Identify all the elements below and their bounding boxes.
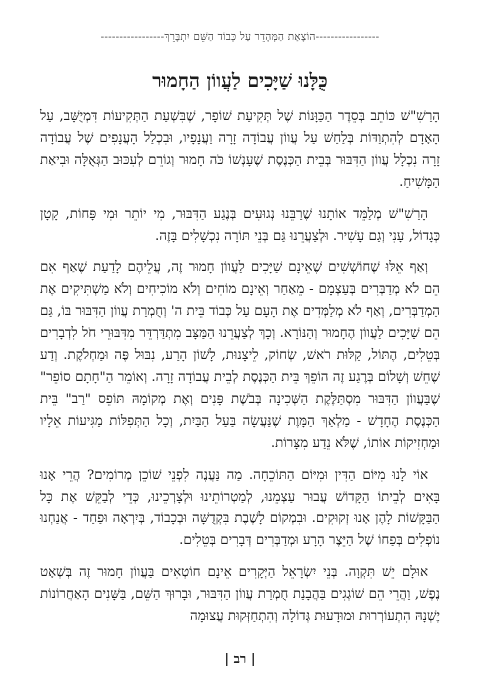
- article-body: [40, 106, 440, 638]
- paragraph: אוּלָם יֵשׁ תִּקְוָה. בְּנֵי יִשְׂרָאֵל הַיְּקָרִים אֵינָם חוֹטְאִים בַּעֲווֹן חָמוּר זֶה בְּשְׁאָט נֶפֶשׁ, וַהֲרֵי הֵם שׁוֹגְגִים בַּהֲבָנַת חֻמְרַת עֲווֹן הַדִּבּוּר, וּבָרוּךְ הַשֵּׁם, בַּשָּׁנִים הָאַחֲרוֹנוֹת יֶשְׁנָהּ הִתְעוֹרְרוּת וּמוּדָעוּת גְּדוֹלָה וְהִתְחַזְּקוּת עֲצוּמָה: [40, 565, 440, 625]
- paragraph: וְאַף אֵלּוּ שֶׁחוֹשְׁשִׁים שֶׁאֵינָם שַׁיָּכִים לַעֲווֹן חָמוּר זֶה, עֲלֵיהֶם לָדַעַת שֶׁאַף אִם הֵם לֹא מְדַבְּרִים בְּעַצְמָם - מֵאַחַר וְאֵינָם מוֹחִים וְלֹא מוֹכִיחִים וְלֹא מַשְׁתִּיקִים אֶת הַמְדַבְּרִים, וְאַף לֹא מְלַמְּדִים אֶת הָעָם עַל כְּבוֹד בֵּית ה' וְחֻמְרַת עֲווֹן הַדִּבּוּר בּוֹ, גַּם הֵם שַׁיָּכִים לַעֲווֹן הֶחָמוּר וְהַנּוֹרָא. וְכָךְ לְצַעֲרֵנוּ הַמַּצָּב מִתְדַּרְדֵּר מִדִּבּוּרֵי חֹל לִדְבָרִים בְּטֵלִים, הֶתּוֹל, קַלּוּת רֹאשׁ, שְׂחוֹק, לֵיצָנוּת, לָשׁוֹן הָרַע, נִבּוּל פֶּה וּמַחְלֹקֶת. וְדַע שֶׁחֵשׁ וְשָׁלוֹם בְּרֶגַע זֶה הוֹפֵךְ בֵּית הַכְּנֶסֶת לְבֵית עֲבוֹדָה זָרָה. וְאוֹמֵר הַ"חָתָם סוֹפֵר" שֶׁבַּעֲווֹן הַדִּבּוּר מִסְתַּלֶּקֶת הַשְּׁכִינָה בְּבֹשֶׁת פָּנִים וְאֶת מְקוֹמָהּ תּוֹפֵס "רַב" בֵּית הַכְּנֶסֶת הֶחָדָשׁ - מַלְאַךְ הַמָּוֶת שֶׁנַּעֲשָׂה בַּעַל הַבַּיִת, וְכָל הַתְּפִלּוֹת מַגִּיעוֹת אֵלָיו וּמַחְזִיקוֹת אוֹתוֹ, שֶׁלֹּא נֵדַע מִצָּרוֹת.: [40, 260, 440, 451]
- page-number: | רב |: [224, 652, 256, 667]
- paragraph: הָרַשִׁ"שׁ כּוֹתֵב בְּסֵדֶר הַכַּוָּנוֹת שֶׁל תְּקִיעַת שׁוֹפָר, שֶׁבִּשְׁעַת הַתְּקִיעוֹת דִּמְיֻשָּׁב, עַל הָאָדָם לְהִתְוַדּוֹת בְּלַחַשׁ עַל עֲווֹן עֲבוֹדָה זָרָה וַעֲנָפָיו, וּבִכְלַל הָעֲנָפִים שֶׁל עֲבוֹדָה זָרָה נִכְלָל עֲווֹן הַדִּבּוּר בְּבֵית הַכְּנֶסֶת שֶׁעָנְשׁוֹ כֹּה חָמוּר וְגוֹרֵם לְעִכּוּב הַגְּאֻלָּה וּבִיאַת הַמָּשִׁיחַ.: [40, 109, 440, 190]
- chapter-title: כֻּלָּנוּ שַׁיָּכִים לַעֲווֹן הַחָמוּר: [152, 70, 328, 92]
- paragraph: אוֹי לָנוּ מִיּוֹם הַדִּין וּמִיּוֹם הַתּוֹכֵחָה. מַה נַּעֲנֶה לִפְנֵי שׁוֹכֵן מְרוֹמִים? הֲרֵי אָנוּ בָּאִים לְבֵיתוֹ הַקָּדוֹשׁ עֲבוּר עַצְמֵנוּ, לְמַטְרוֹתֵינוּ וּלְצָרְכֵינוּ, כְּדֵי לְבַקֵּשׁ אֶת כָּל הַבַּקָּשׁוֹת לָהֶן אָנוּ זְקוּקִים. וּבִמְקוֹם לָשֶׁבֶת בִּקְדֻשָּׁה וּבְכָבוֹד, בְּיִרְאָה וּפַחַד - אֲנַחְנוּ נוֹפְלִים בְּפַחוֹ שֶׁל הַיֵּצֶר הָרָע וּמְדַבְּרִים דְּבָרִים בְּטֵלִים.: [40, 467, 440, 549]
- running-header: -----------------הוֹצָאַת הַמְּהָדֵר עַל כְּבוֹד הַשֵּׁם יִתְבָּרֵךְ-----------------: [100, 31, 380, 43]
- paragraph: הָרַשִׁ"שׁ מְלַמֵּד אוֹתָנוּ שֶׁרַבֵּנוּ נְגוּעִים בְּנֶגַע הַדִּבּוּר, מִי יוֹתֵר וּמִי פָּחוֹת, קָטָן כְּגָדוֹל, עָנִי וְגַם עָשִׁיר. וּלְצַעֲרֵנוּ גַּם בְּנֵי תּוֹרָה נִכְשָׁלִים בָּזֶה.: [40, 206, 440, 244]
